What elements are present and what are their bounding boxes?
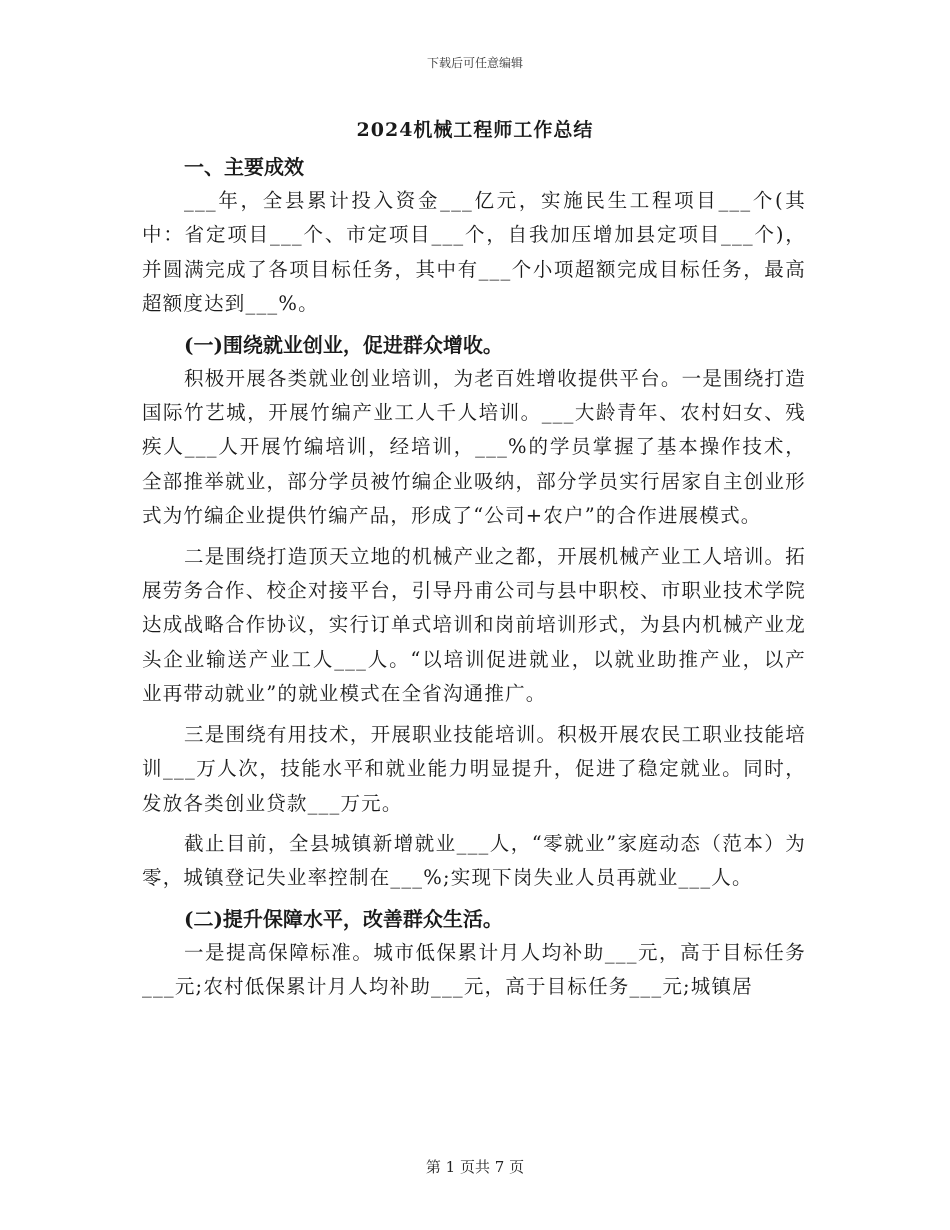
subsection-heading-employment: (一)围绕就业创业，促进群众增收。	[184, 332, 503, 357]
paragraph: 三是围绕有用技术，开展职业技能培训。积极开展农民工职业技能培训___万人次，技能水平和就业能力明显提升，促进了稳定就业。同时，发放各类创业贷款___万元。	[142, 722, 806, 815]
paragraph: ___年，全县累计投入资金___亿元，实施民生工程项目___个(其中：省定项目___个、市定项目___个，自我加压增加县定项目___个)，并圆满完成了各项目标任务，其中有___个小项超额完成目标任务，最高超额度达到___%。	[142, 189, 806, 316]
header-note: 下载后可任意编辑	[426, 56, 523, 70]
page-footer: 第 1 页共 7 页	[425, 1158, 525, 1176]
paragraph: 二是围绕打造顶天立地的机械产业之都，开展机械产业工人培训。拓展劳务合作、校企对接平台，引导丹甫公司与县中职校、市职业技术学院达成战略合作协议，实行订单式培训和岗前培训形式，为县内机械产业龙头企业输送产业工人___人。“以培训促进就业，以就业助推产业，以产业再带动就业”的就业模式在全省沟通推广。	[142, 544, 806, 706]
subsection-heading-security: (二)提升保障水平，改善群众生活。	[184, 906, 503, 931]
document-body	[142, 150, 806, 1005]
document-title: 2024机械工程师工作总结	[356, 119, 594, 141]
paragraph: 截止目前，全县城镇新增就业___人，“零就业”家庭动态（范本）为零，城镇登记失业率控制在___%;实现下岗失业人员再就业___人。	[142, 831, 806, 890]
section-heading-main-results: 一、主要成效	[184, 155, 304, 179]
paragraph: 积极开展各类就业创业培训，为老百姓增收提供平台。一是围绕打造国际竹艺城，开展竹编产业工人千人培训。___大龄青年、农村妇女、残疾人___人开展竹编培训，经培训，___%的学员掌握了基本操作技术，全部推举就业，部分学员被竹编企业吸纳，部分学员实行居家自主创业形式为竹编企业提供竹编产品，形成了“公司+农户”的合作进展模式。	[142, 366, 806, 528]
paragraph: 一是提高保障标准。城市低保累计月人均补助___元，高于目标任务___元;农村低保累计月人均补助___元，高于目标任务___元;城镇居	[142, 940, 806, 999]
